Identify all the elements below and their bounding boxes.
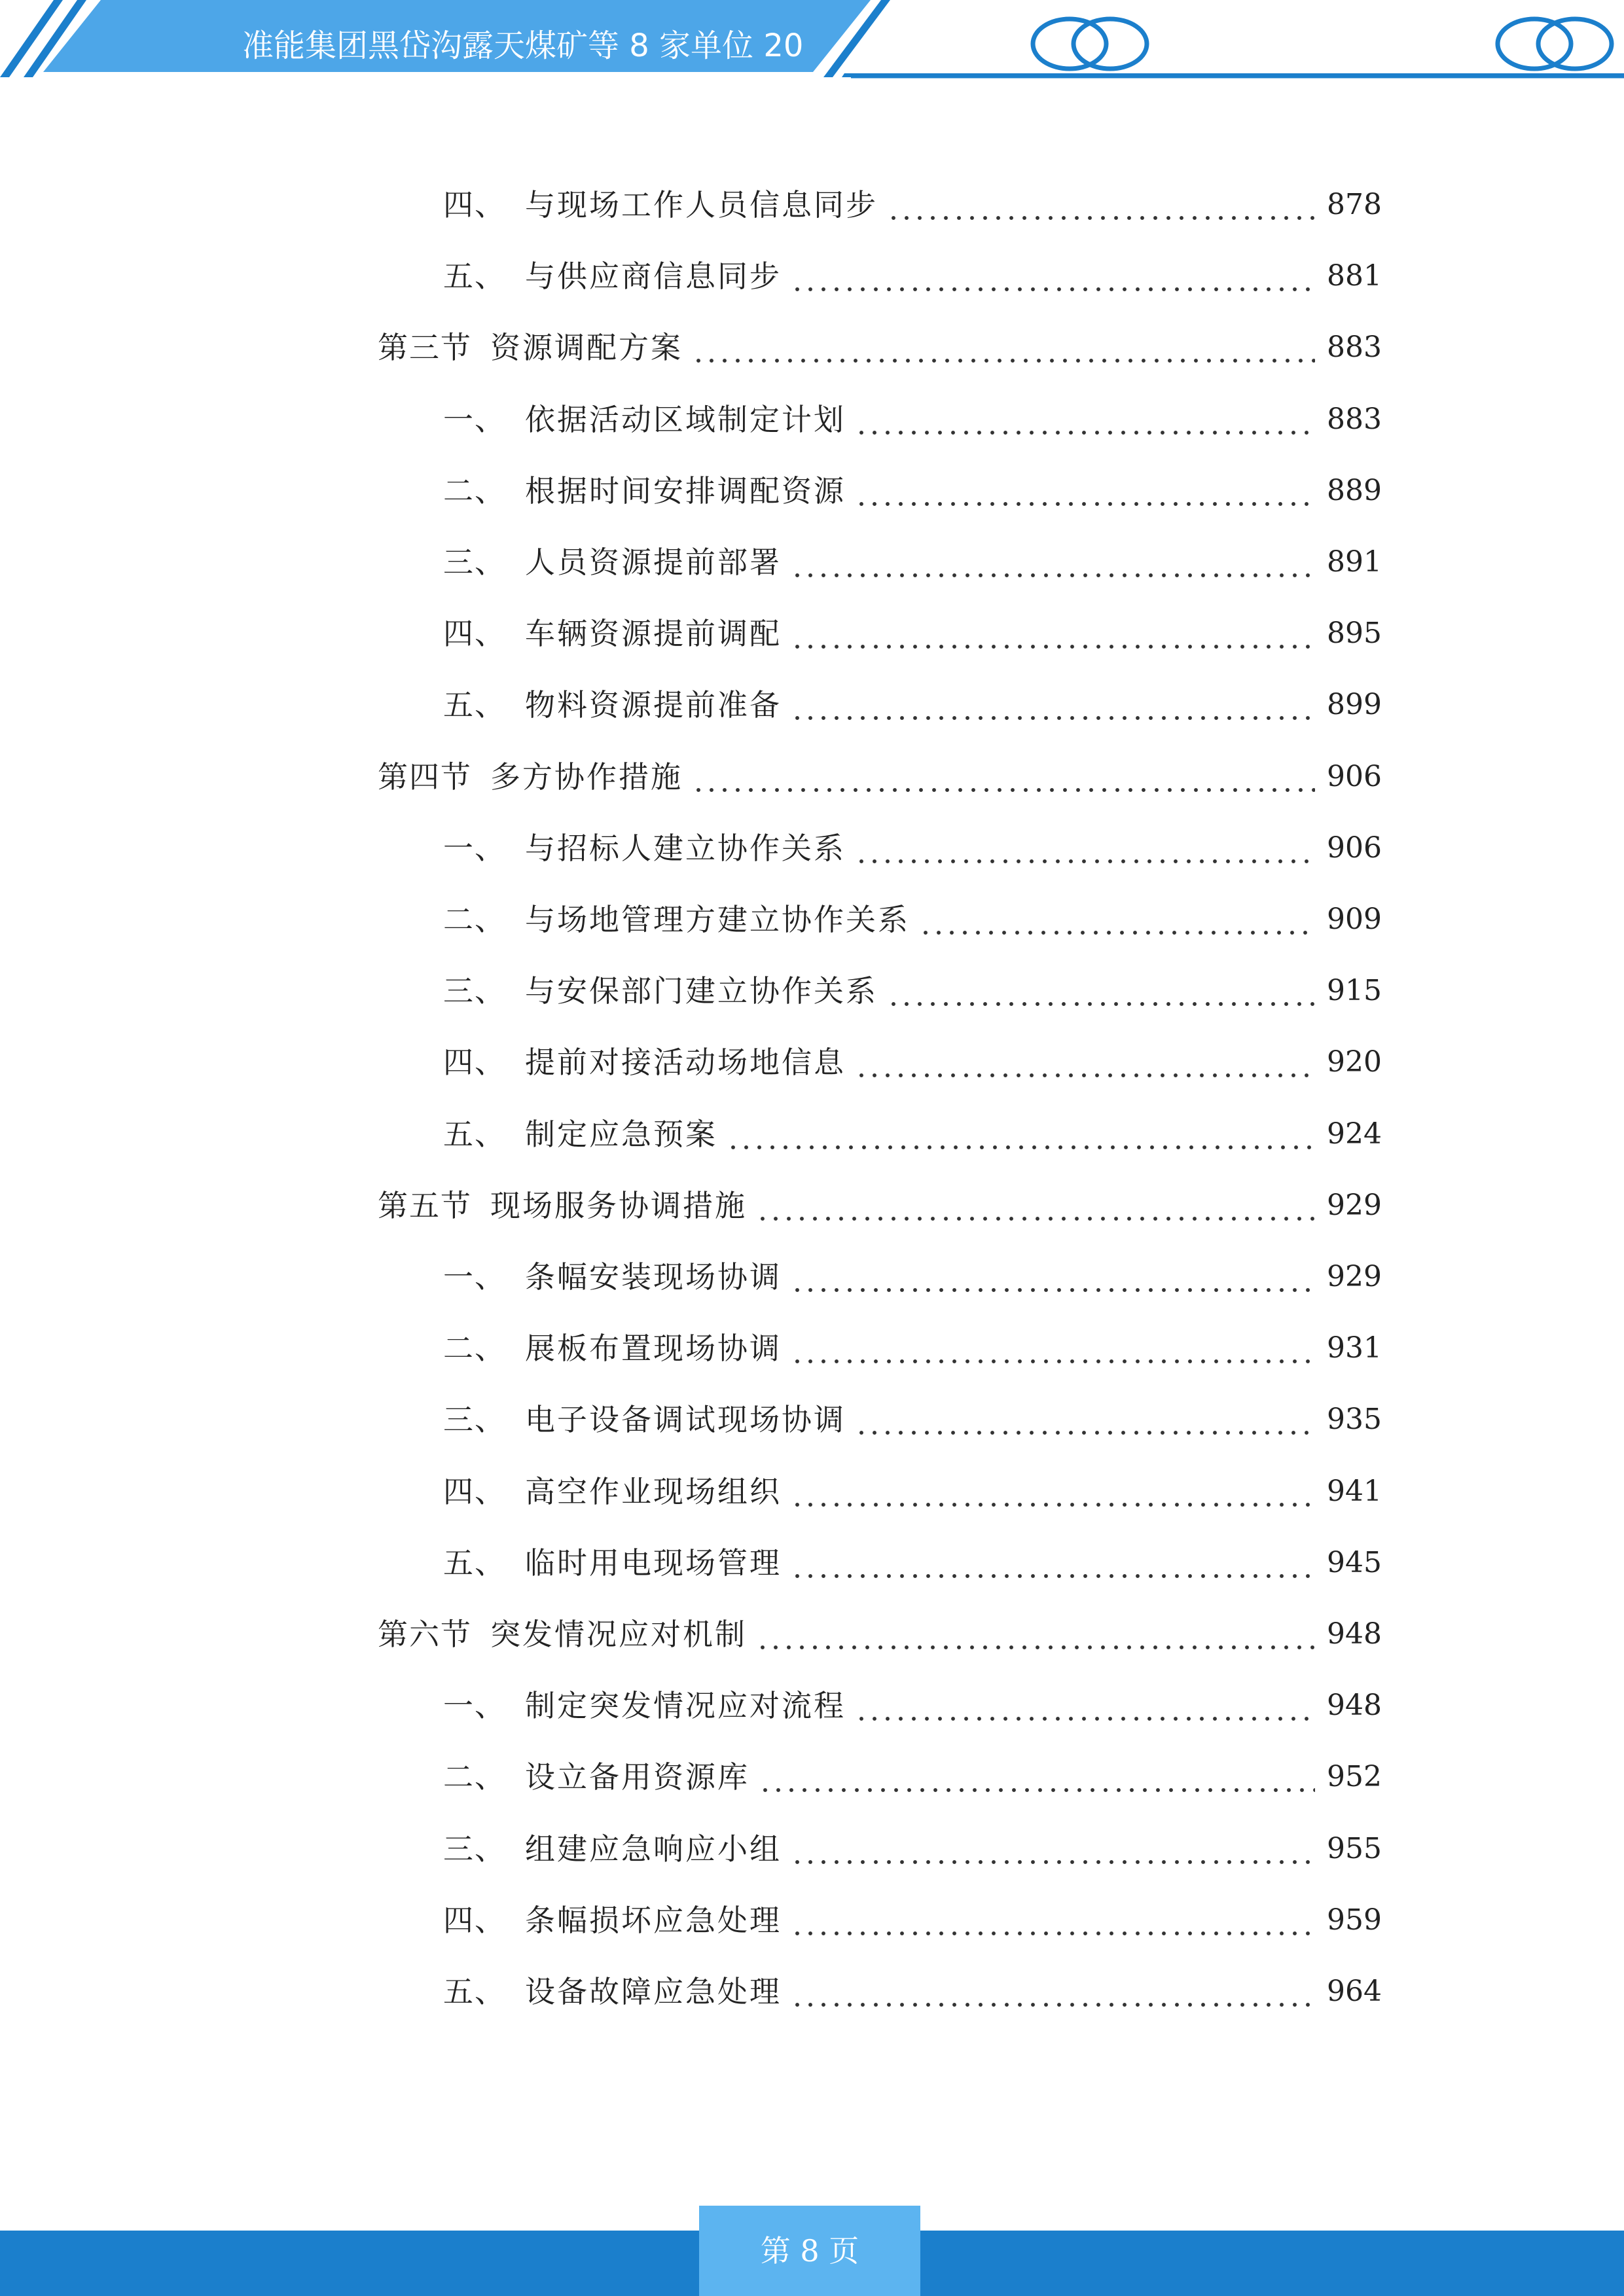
toc-entry-title: 现场服务协调措施 xyxy=(490,1188,747,1223)
toc-item-entry[interactable] xyxy=(443,682,1382,728)
toc-entry-page: 920 xyxy=(1327,1045,1382,1079)
toc-entry-title: 制定突发情况应对流程 xyxy=(525,1688,846,1723)
toc-entry-title: 设备故障应急处理 xyxy=(525,1974,782,2009)
toc-entry-title: 与安保部门建立协作关系 xyxy=(525,973,878,1009)
toc-item-entry[interactable] xyxy=(443,397,1382,442)
toc-dot-leader xyxy=(791,1540,1315,1586)
double-ring-logo-icon xyxy=(1492,14,1617,73)
toc-dot-leader xyxy=(855,1039,1315,1085)
toc-section-entry[interactable] xyxy=(378,1183,1382,1229)
toc-entry-number: 第六节 xyxy=(378,1617,472,1652)
toc-entry-number: 三、 xyxy=(443,545,506,580)
toc-entry-number: 五、 xyxy=(443,259,506,294)
toc-entry-number: 三、 xyxy=(443,973,506,1009)
toc-entry-page: 895 xyxy=(1327,617,1382,650)
toc-entry-number: 四、 xyxy=(443,616,506,651)
toc-entry-number: 五、 xyxy=(443,687,506,723)
toc-item-entry[interactable] xyxy=(443,1254,1382,1300)
toc-entry-title: 与供应商信息同步 xyxy=(525,259,782,294)
toc-entry-title: 提前对接活动场地信息 xyxy=(525,1045,846,1080)
toc-entry-title: 与现场工作人员信息同步 xyxy=(525,187,878,223)
toc-entry-page: 899 xyxy=(1327,688,1382,721)
toc-entry-title: 临时用电现场管理 xyxy=(525,1545,782,1581)
toc-item-entry[interactable] xyxy=(443,539,1382,585)
toc-item-entry[interactable] xyxy=(443,968,1382,1014)
toc-entry-title: 与场地管理方建立协作关系 xyxy=(525,902,910,937)
toc-entry-page: 935 xyxy=(1327,1403,1382,1436)
toc-item-entry[interactable] xyxy=(443,1754,1382,1800)
toc-entry-number: 二、 xyxy=(443,473,506,509)
toc-entry-page: 929 xyxy=(1327,1260,1382,1293)
toc-entry-page: 941 xyxy=(1327,1475,1382,1508)
toc-entry-page: 945 xyxy=(1327,1546,1382,1579)
toc-entry-title: 电子设备调试现场协调 xyxy=(525,1402,846,1437)
toc-dot-leader xyxy=(756,1611,1315,1657)
toc-item-entry[interactable] xyxy=(443,1469,1382,1515)
toc-item-entry[interactable] xyxy=(443,1683,1382,1729)
toc-dot-leader xyxy=(791,1469,1315,1515)
toc-item-entry[interactable] xyxy=(443,1397,1382,1443)
toc-dot-leader xyxy=(855,397,1315,442)
toc-entry-page: 931 xyxy=(1327,1331,1382,1365)
toc-entry-title: 物料资源提前准备 xyxy=(525,687,782,723)
toc-dot-leader xyxy=(855,468,1315,514)
toc-entry-number: 五、 xyxy=(443,1974,506,2009)
toc-section-entry[interactable] xyxy=(378,754,1382,800)
toc-entry-page: 878 xyxy=(1327,188,1382,221)
toc-section-entry[interactable] xyxy=(378,1611,1382,1657)
toc-entry-number: 四、 xyxy=(443,1474,506,1509)
page-header xyxy=(0,0,1624,85)
toc-dot-leader xyxy=(791,253,1315,299)
toc-entry-number: 第四节 xyxy=(378,759,472,795)
toc-item-entry[interactable] xyxy=(443,468,1382,514)
toc-entry-page: 889 xyxy=(1327,474,1382,507)
toc-item-entry[interactable] xyxy=(443,1969,1382,2015)
toc-entry-page: 883 xyxy=(1327,331,1382,364)
toc-entry-number: 三、 xyxy=(443,1402,506,1437)
toc-entry-page: 929 xyxy=(1327,1189,1382,1222)
toc-dot-leader xyxy=(887,968,1315,1014)
toc-entry-title: 组建应急响应小组 xyxy=(525,1831,782,1867)
toc-entry-page: 909 xyxy=(1327,903,1382,936)
toc-entry-number: 二、 xyxy=(443,1759,506,1795)
toc-entry-title: 多方协作措施 xyxy=(490,759,683,795)
toc-entry-page: 955 xyxy=(1327,1832,1382,1865)
toc-entry-page: 948 xyxy=(1327,1617,1382,1651)
toc-entry-page: 906 xyxy=(1327,760,1382,793)
toc-entry-number: 一、 xyxy=(443,402,506,437)
toc-dot-leader xyxy=(791,1897,1315,1943)
toc-entry-number: 第五节 xyxy=(378,1188,472,1223)
toc-dot-leader xyxy=(855,1397,1315,1443)
toc-dot-leader xyxy=(692,754,1315,800)
toc-section-entry[interactable] xyxy=(378,325,1382,370)
toc-entry-title: 与招标人建立协作关系 xyxy=(525,831,846,866)
toc-dot-leader xyxy=(919,897,1315,942)
toc-dot-leader xyxy=(727,1111,1315,1157)
toc-entry-title: 突发情况应对机制 xyxy=(490,1617,747,1652)
toc-entry-title: 车辆资源提前调配 xyxy=(525,616,782,651)
toc-entry-number: 四、 xyxy=(443,187,506,223)
toc-dot-leader xyxy=(756,1183,1315,1229)
toc-item-entry[interactable] xyxy=(443,1111,1382,1157)
toc-entry-page: 915 xyxy=(1327,974,1382,1007)
toc-item-entry[interactable] xyxy=(443,182,1382,228)
toc-item-entry[interactable] xyxy=(443,897,1382,942)
toc-entry-page: 959 xyxy=(1327,1903,1382,1937)
double-ring-logo-icon xyxy=(1028,14,1152,73)
toc-entry-title: 展板布置现场协调 xyxy=(525,1331,782,1366)
toc-entry-number: 第三节 xyxy=(378,330,472,365)
toc-entry-title: 制定应急预案 xyxy=(525,1117,717,1152)
toc-dot-leader xyxy=(759,1754,1315,1800)
toc-entry-number: 三、 xyxy=(443,1831,506,1867)
toc-entry-title: 人员资源提前部署 xyxy=(525,545,782,580)
toc-entry-page: 906 xyxy=(1327,831,1382,865)
toc-dot-leader xyxy=(692,325,1315,370)
toc-entry-page: 964 xyxy=(1327,1975,1382,2008)
page-number: 第 8 页 xyxy=(699,2206,920,2296)
toc-dot-leader xyxy=(855,1683,1315,1729)
toc-entry-page: 883 xyxy=(1327,403,1382,436)
toc-item-entry[interactable] xyxy=(443,1540,1382,1586)
toc-item-entry[interactable] xyxy=(443,1039,1382,1085)
toc-entry-number: 四、 xyxy=(443,1045,506,1080)
toc-entry-number: 五、 xyxy=(443,1545,506,1581)
toc-entry-number: 二、 xyxy=(443,1331,506,1366)
toc-item-entry[interactable] xyxy=(443,825,1382,871)
toc-entry-title: 高空作业现场组织 xyxy=(525,1474,782,1509)
toc-dot-leader xyxy=(791,539,1315,585)
toc-item-entry[interactable] xyxy=(443,1897,1382,1943)
toc-entry-page: 881 xyxy=(1327,259,1382,293)
toc-entry-title: 设立备用资源库 xyxy=(525,1759,749,1795)
toc-dot-leader xyxy=(855,825,1315,871)
toc-entry-number: 一、 xyxy=(443,831,506,866)
toc-entry-title: 条幅损坏应急处理 xyxy=(525,1903,782,1938)
toc-entry-title: 根据时间安排调配资源 xyxy=(525,473,846,509)
toc-entry-page: 891 xyxy=(1327,545,1382,579)
toc-dot-leader xyxy=(791,1254,1315,1300)
toc-item-entry[interactable] xyxy=(443,1325,1382,1371)
toc-entry-page: 948 xyxy=(1327,1689,1382,1722)
toc-entry-number: 一、 xyxy=(443,1688,506,1723)
header-title: 准能集团黑岱沟露天煤矿等 8 家单位 20 xyxy=(242,27,804,64)
toc-entry-page: 952 xyxy=(1327,1760,1382,1793)
toc-item-entry[interactable] xyxy=(443,1826,1382,1872)
toc-entry-title: 条幅安装现场协调 xyxy=(525,1259,782,1295)
toc-entry-page: 924 xyxy=(1327,1117,1382,1151)
toc-entry-number: 一、 xyxy=(443,1259,506,1295)
toc-item-entry[interactable] xyxy=(443,253,1382,299)
toc-entry-title: 资源调配方案 xyxy=(490,330,683,365)
toc-dot-leader xyxy=(791,1325,1315,1371)
toc-entry-number: 四、 xyxy=(443,1903,506,1938)
toc-dot-leader xyxy=(887,182,1315,228)
toc-dot-leader xyxy=(791,611,1315,656)
toc-entry-number: 二、 xyxy=(443,902,506,937)
toc-item-entry[interactable] xyxy=(443,611,1382,656)
toc-dot-leader xyxy=(791,682,1315,728)
toc-dot-leader xyxy=(791,1826,1315,1872)
toc-entry-title: 依据活动区域制定计划 xyxy=(525,402,846,437)
toc-dot-leader xyxy=(791,1969,1315,2015)
toc-entry-number: 五、 xyxy=(443,1117,506,1152)
